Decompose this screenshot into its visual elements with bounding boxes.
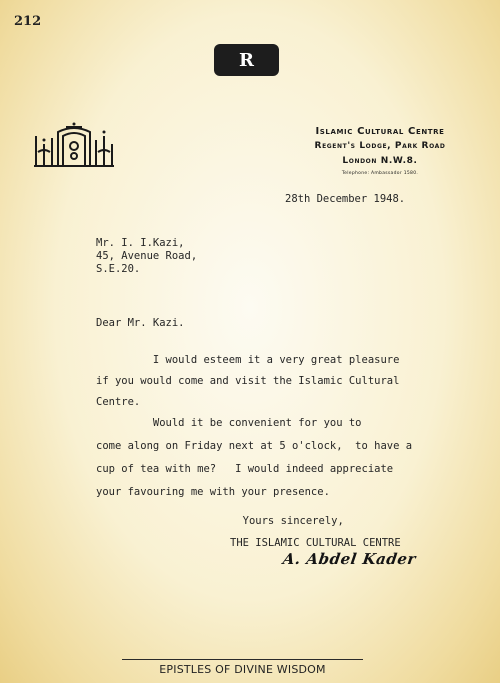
recipient-address <box>96 237 197 276</box>
address-line: S.E.20. <box>96 263 141 275</box>
letterhead-org: Islamic Cultural Centre <box>315 126 445 137</box>
letterhead <box>300 124 460 178</box>
body-paragraph: Would it be convenient for you to come along on Friday next at 5 o'clock, to have a cup of tea with me? I would indeed appreciate your favouring me with your presence. <box>96 417 413 498</box>
r-badge: R <box>214 44 279 76</box>
closing-line: Yours sincerely, <box>230 515 344 527</box>
letterhead-street: Regent's Lodge, Park Road <box>314 141 446 151</box>
address-line: Mr. I. I.Kazi, <box>96 237 185 249</box>
book-title-footer: EPISTLES OF DIVINE WISDOM <box>159 663 326 676</box>
page-number: 212 <box>14 14 42 29</box>
footer-divider <box>122 659 363 660</box>
calligraphy-emblem-icon <box>30 122 118 170</box>
body-paragraph: I would esteem it a very great pleasure if you would come and visit the Islamic Cultural Centre. <box>96 354 400 408</box>
salutation: Dear Mr. Kazi. <box>96 317 185 329</box>
letterhead-phone: Telephone: Ambassador 1580. <box>341 171 419 176</box>
closing <box>230 510 401 554</box>
letter-date: 28th December 1948. <box>285 193 406 205</box>
letterhead-city: London N.W.8. <box>342 156 418 166</box>
closing-org: THE ISLAMIC CULTURAL CENTRE <box>230 537 401 549</box>
handwritten-signature: A. Abdel Kader <box>281 550 418 568</box>
address-line: 45, Avenue Road, <box>96 250 198 262</box>
